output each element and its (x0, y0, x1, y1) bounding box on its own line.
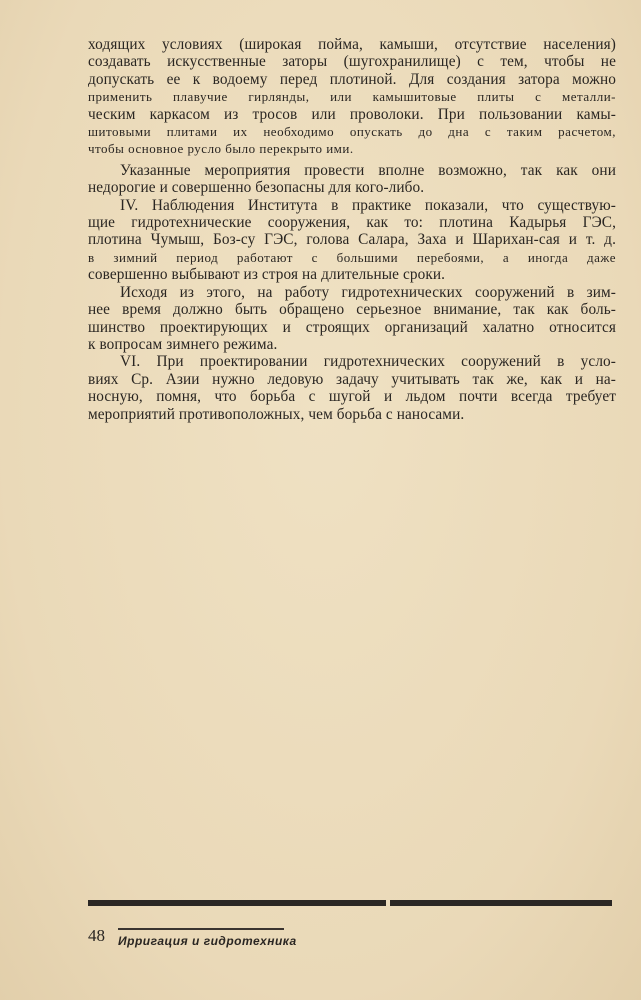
footer-rule-gap (386, 900, 390, 906)
article-body (88, 36, 616, 423)
text-line: совершенно выбывают из строя на длительные сроки. (88, 266, 446, 284)
paragraph (88, 197, 616, 284)
paragraph (88, 284, 616, 354)
text-line: Исходя из этого, на работу гидротехнических сооружений в зим- (120, 283, 616, 301)
text-line: к вопросам зимнего режима. (88, 335, 278, 353)
text-line: в зимний период работают с большими перебоями, а иногда даже (88, 249, 616, 265)
journal-title-rule (118, 928, 284, 930)
page-number: 48 (88, 926, 105, 945)
text-line: допускать ее к водоему перед плотиной. Для создания затора можно (88, 70, 616, 88)
text-line: шинство проектирующих и строящих организаций халатно относится (88, 318, 616, 336)
text-line: недорогие и совершенно безопасны для кого-либо. (88, 179, 425, 197)
text-line: носную, помня, что борьба с шугой и льдом почти всегда требует (88, 388, 616, 406)
text-line: виях Ср. Азии нужно ледовую задачу учитывать так же, как и на- (88, 370, 616, 388)
text-line: щие гидротехнические сооружения, как то: плотина Кадырья ГЭС, (88, 214, 616, 232)
text-line: создавать искусственные заторы (шугохранилище) с тем, чтобы не (88, 53, 616, 71)
text-line: IV. Наблюдения Института в практике показали, что существую- (120, 196, 616, 214)
paragraph (88, 353, 616, 423)
paragraph (88, 162, 616, 197)
text-line: применить плавучие гирлянды, или камышитовые плиты с металли- (88, 89, 616, 105)
footer-rule (88, 900, 612, 906)
text-line: Указанные мероприятия провести вполне возможно, так как они (120, 161, 616, 179)
text-line: мероприятий противоположных, чем борьба с наносами. (88, 405, 465, 423)
paragraph (88, 36, 616, 158)
text-line: ческим каркасом из тросов или проволоки. При пользовании камы- (88, 105, 616, 123)
text-line: плотина Чумыш, Боз-су ГЭС, голова Салара, Заха и Шарихан-сая и т. д. (88, 231, 616, 249)
text-line: нее время должно быть обращено серьезное внимание, так как боль- (88, 301, 616, 319)
journal-title: Ирригация и гидротехника (118, 934, 297, 948)
text-line: ходящих условиях (широкая пойма, камыши, отсутствие населения) (88, 36, 616, 53)
text-line: шитовыми плитами их необходимо опускать до дна с таким расчетом, (88, 124, 616, 140)
text-line: VI. При проектировании гидротехнических сооружений в усло- (120, 353, 616, 371)
text-line: чтобы основное русло было перекрыто ими. (88, 141, 354, 157)
